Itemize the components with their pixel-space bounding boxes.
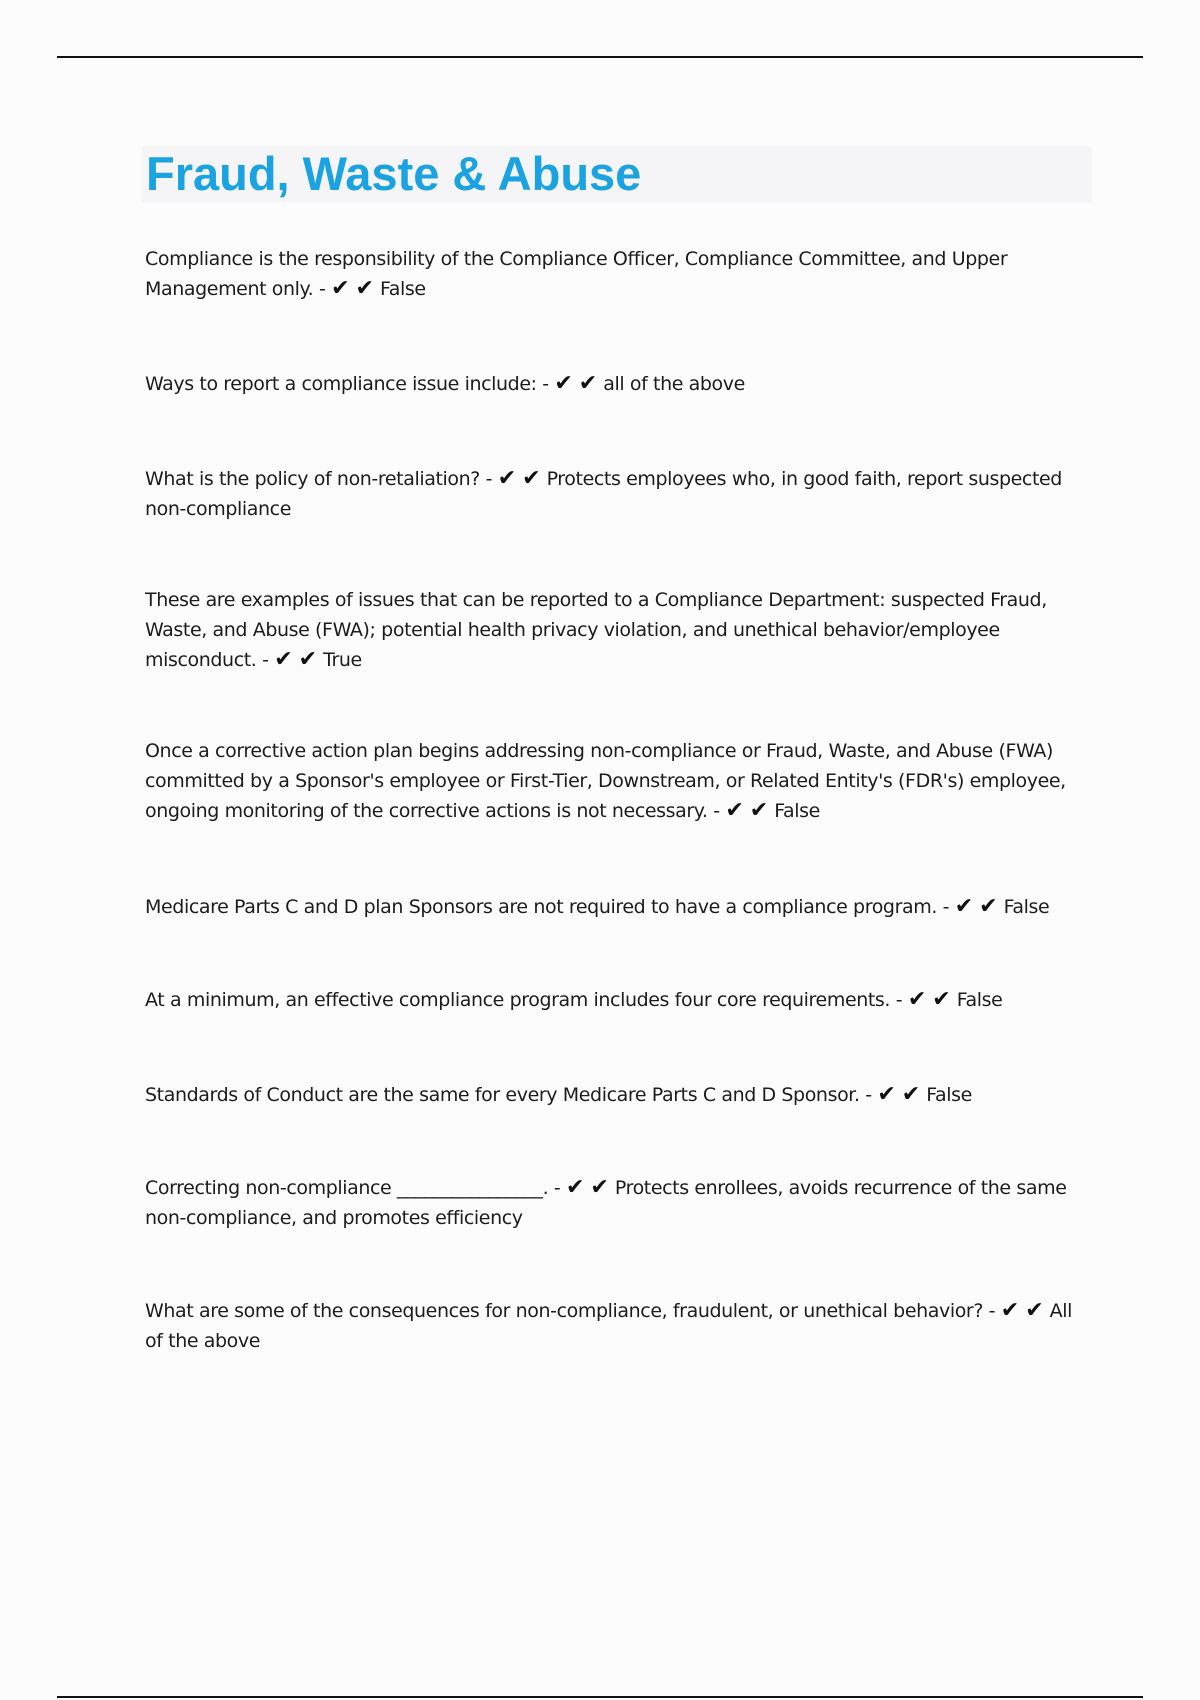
separator: -	[313, 278, 332, 300]
qa-item	[145, 1296, 1080, 1356]
double-check-icon: ✔✔	[877, 1082, 927, 1107]
separator: -	[256, 649, 275, 671]
top-divider	[57, 56, 1143, 58]
answer-text: All of the above	[145, 1300, 1073, 1352]
answer-text: Protects enrollees, avoids recurrence of the same non-compliance, and promotes efficiency	[145, 1177, 1067, 1229]
separator: -	[937, 896, 955, 918]
question-text: What are some of the consequences for non-compliance, fraudulent, or unethical behavior?	[145, 1300, 984, 1322]
double-check-icon: ✔✔	[907, 987, 957, 1012]
separator: -	[479, 468, 498, 490]
qa-item	[145, 1080, 1080, 1110]
qa-item	[145, 985, 1080, 1015]
question-text: Medicare Parts C and D plan Sponsors are not required to have a compliance program.	[145, 896, 937, 918]
question-text: Standards of Conduct are the same for every Medicare Parts C and D Sponsor.	[145, 1084, 860, 1106]
double-check-icon: ✔✔	[274, 647, 324, 672]
answer-text: all of the above	[603, 373, 745, 395]
double-check-icon: ✔✔	[954, 894, 1004, 919]
qa-item	[145, 736, 1080, 826]
question-text: Ways to report a compliance issue include:	[145, 373, 537, 395]
qa-item	[145, 369, 1080, 399]
separator: -	[548, 1177, 566, 1199]
answer-text: False	[774, 800, 820, 822]
question-text: These are examples of issues that can be reported to a Compliance Department: suspected Fraud, Waste, and Abuse (FWA); potential health privacy violation, and unethical behavior/employee misconduct.	[145, 589, 1047, 671]
double-check-icon: ✔✔	[1000, 1298, 1050, 1323]
separator: -	[983, 1300, 1001, 1322]
question-text: Correcting non-compliance ________________.	[145, 1177, 549, 1199]
answer-text: False	[956, 989, 1003, 1011]
question-text: Compliance is the responsibility of the Compliance Officer, Compliance Committee, and Upper Management only.	[145, 248, 1008, 300]
answer-text: True	[323, 649, 362, 671]
separator: -	[859, 1084, 878, 1106]
answer-text: False	[926, 1084, 972, 1106]
question-text: Once a corrective action plan begins addressing non-compliance or Fraud, Waste, and Abuse (FWA) committed by a Sponsor's employee or First-Tier, Downstream, or Related Entity's (FDR's) employee, ongoing monitoring of the corrective actions is not necessary.	[145, 740, 1066, 822]
answer-text: Protects employees who, in good faith, report suspected non-compliance	[145, 468, 1062, 520]
qa-item	[145, 1173, 1080, 1233]
qa-item	[145, 464, 1080, 524]
separator: -	[536, 373, 555, 395]
double-check-icon: ✔✔	[331, 276, 380, 301]
bottom-divider	[57, 1696, 1143, 1698]
answer-text: False	[379, 278, 426, 300]
document-title: Fraud, Waste & Abuse	[146, 147, 642, 200]
double-check-icon: ✔✔	[497, 466, 547, 491]
question-text: What is the policy of non-retaliation?	[145, 468, 480, 490]
qa-item	[145, 244, 1080, 304]
question-text: At a minimum, an effective compliance program includes four core requirements.	[145, 989, 891, 1011]
separator: -	[707, 800, 726, 822]
qa-item	[145, 892, 1080, 922]
qa-item	[145, 585, 1080, 675]
separator: -	[890, 989, 908, 1011]
double-check-icon: ✔✔	[554, 371, 604, 396]
answer-text: False	[1003, 896, 1050, 918]
double-check-icon: ✔✔	[565, 1175, 615, 1200]
double-check-icon: ✔✔	[725, 798, 775, 823]
